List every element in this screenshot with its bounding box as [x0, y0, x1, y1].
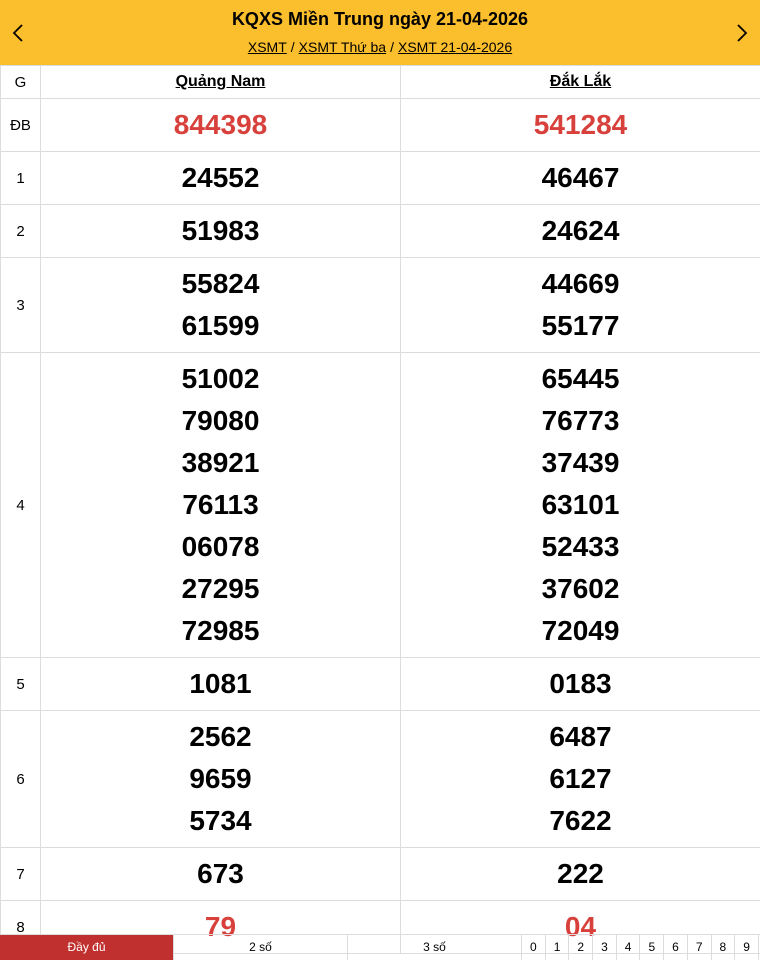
- digit-filter-0[interactable]: 0: [522, 935, 546, 960]
- lottery-number: 61599: [41, 305, 400, 347]
- breadcrumb-separator: /: [390, 39, 394, 55]
- header-bar: [0, 0, 760, 65]
- table-row: [1, 658, 760, 711]
- breadcrumb: [0, 39, 760, 55]
- prize-cell: [41, 205, 401, 258]
- prize-cell: [401, 152, 760, 205]
- table-row: [1, 848, 760, 901]
- lottery-number: 541284: [401, 104, 760, 146]
- display-mode-bar: [0, 934, 760, 959]
- prize-label: 3: [1, 258, 41, 353]
- lottery-number: 04: [401, 906, 760, 948]
- prize-cell: [401, 99, 760, 152]
- digit-filter-3[interactable]: 3: [593, 935, 617, 960]
- mode-3-digit-button[interactable]: 3 số: [348, 935, 522, 960]
- prize-label: 2: [1, 205, 41, 258]
- lottery-number: 0183: [401, 663, 760, 705]
- breadcrumb-xsmt-thu-ba[interactable]: XSMT Thứ ba: [299, 39, 386, 55]
- lottery-number: 673: [41, 853, 400, 895]
- prize-label: 6: [1, 711, 41, 848]
- prize-cell: [401, 353, 760, 658]
- lottery-number: 2562: [41, 716, 400, 758]
- lottery-number: 1081: [41, 663, 400, 705]
- prize-cell: [401, 848, 760, 901]
- breadcrumb-xsmt-date[interactable]: XSMT 21-04-2026: [398, 39, 512, 55]
- lottery-number: 7622: [401, 800, 760, 842]
- lottery-number: 52433: [401, 526, 760, 568]
- lottery-number: 63101: [401, 484, 760, 526]
- digit-filter-1[interactable]: 1: [546, 935, 570, 960]
- digit-filter-5[interactable]: 5: [640, 935, 664, 960]
- lottery-number: 76113: [41, 484, 400, 526]
- province-link-dak-lak[interactable]: Đắk Lắk: [550, 73, 611, 90]
- lottery-number: 79080: [41, 400, 400, 442]
- table-row: [1, 205, 760, 258]
- digit-filter-2[interactable]: 2: [569, 935, 593, 960]
- lottery-number: 51002: [41, 358, 400, 400]
- prize-cell: [41, 152, 401, 205]
- lottery-number: 44669: [401, 263, 760, 305]
- table-row: [1, 353, 760, 658]
- lottery-number: 55177: [401, 305, 760, 347]
- lottery-number: 38921: [41, 442, 400, 484]
- lottery-number: 72049: [401, 610, 760, 652]
- digit-filter-4[interactable]: 4: [617, 935, 641, 960]
- prize-cell: [401, 258, 760, 353]
- lottery-number: 24552: [41, 157, 400, 199]
- province-link-quang-nam[interactable]: Quảng Nam: [176, 73, 266, 90]
- lottery-number: 79: [41, 906, 400, 948]
- prize-label: 4: [1, 353, 41, 658]
- chevron-right-icon[interactable]: [732, 21, 752, 45]
- prize-label: ĐB: [1, 99, 41, 152]
- table-row: [1, 711, 760, 848]
- lottery-number: 24624: [401, 210, 760, 252]
- lottery-number: 9659: [41, 758, 400, 800]
- prize-label: 5: [1, 658, 41, 711]
- prize-cell: [401, 658, 760, 711]
- mode-2-digit-button[interactable]: 2 số: [174, 935, 348, 960]
- prize-column-header: G: [1, 66, 41, 99]
- lottery-number: 27295: [41, 568, 400, 610]
- digit-filter-6[interactable]: 6: [664, 935, 688, 960]
- table-row: [1, 258, 760, 353]
- lottery-number: 72985: [41, 610, 400, 652]
- table-row: [1, 152, 760, 205]
- lottery-number: 46467: [401, 157, 760, 199]
- province-header-quang-nam: [41, 66, 401, 99]
- lottery-number: 76773: [401, 400, 760, 442]
- digit-filter-9: 9: [735, 935, 759, 960]
- prize-cell: [401, 205, 760, 258]
- prize-label: 8: [1, 901, 41, 954]
- prize-cell: [41, 99, 401, 152]
- prize-cell: [41, 658, 401, 711]
- breadcrumb-xsmt[interactable]: XSMT: [248, 39, 287, 55]
- page-title: KQXS Miền Trung ngày 21-04-2026: [0, 9, 760, 30]
- table-row: [1, 99, 760, 152]
- lottery-number: 65445: [401, 358, 760, 400]
- digit-filter-7[interactable]: 7: [688, 935, 712, 960]
- lottery-number: 37439: [401, 442, 760, 484]
- prize-cell: [41, 258, 401, 353]
- table-header-row: [1, 66, 760, 99]
- lottery-number: 37602: [401, 568, 760, 610]
- lottery-number: 6127: [401, 758, 760, 800]
- prize-label: 1: [1, 152, 41, 205]
- mode-full-button[interactable]: Đầy đủ: [0, 935, 174, 960]
- province-header-dak-lak: [401, 66, 760, 99]
- lottery-number: 222: [401, 853, 760, 895]
- lottery-number: 51983: [41, 210, 400, 252]
- results-table: [0, 65, 760, 954]
- lottery-number: 5734: [41, 800, 400, 842]
- lottery-number: 06078: [41, 526, 400, 568]
- digit-filter-8[interactable]: 8: [712, 935, 736, 960]
- lottery-number: 55824: [41, 263, 400, 305]
- prize-cell: [401, 711, 760, 848]
- prize-cell: [41, 353, 401, 658]
- lottery-number: 844398: [41, 104, 400, 146]
- prize-label: 7: [1, 848, 41, 901]
- lottery-number: 6487: [401, 716, 760, 758]
- prize-cell: [41, 711, 401, 848]
- prize-cell: [41, 848, 401, 901]
- breadcrumb-separator: /: [291, 39, 295, 55]
